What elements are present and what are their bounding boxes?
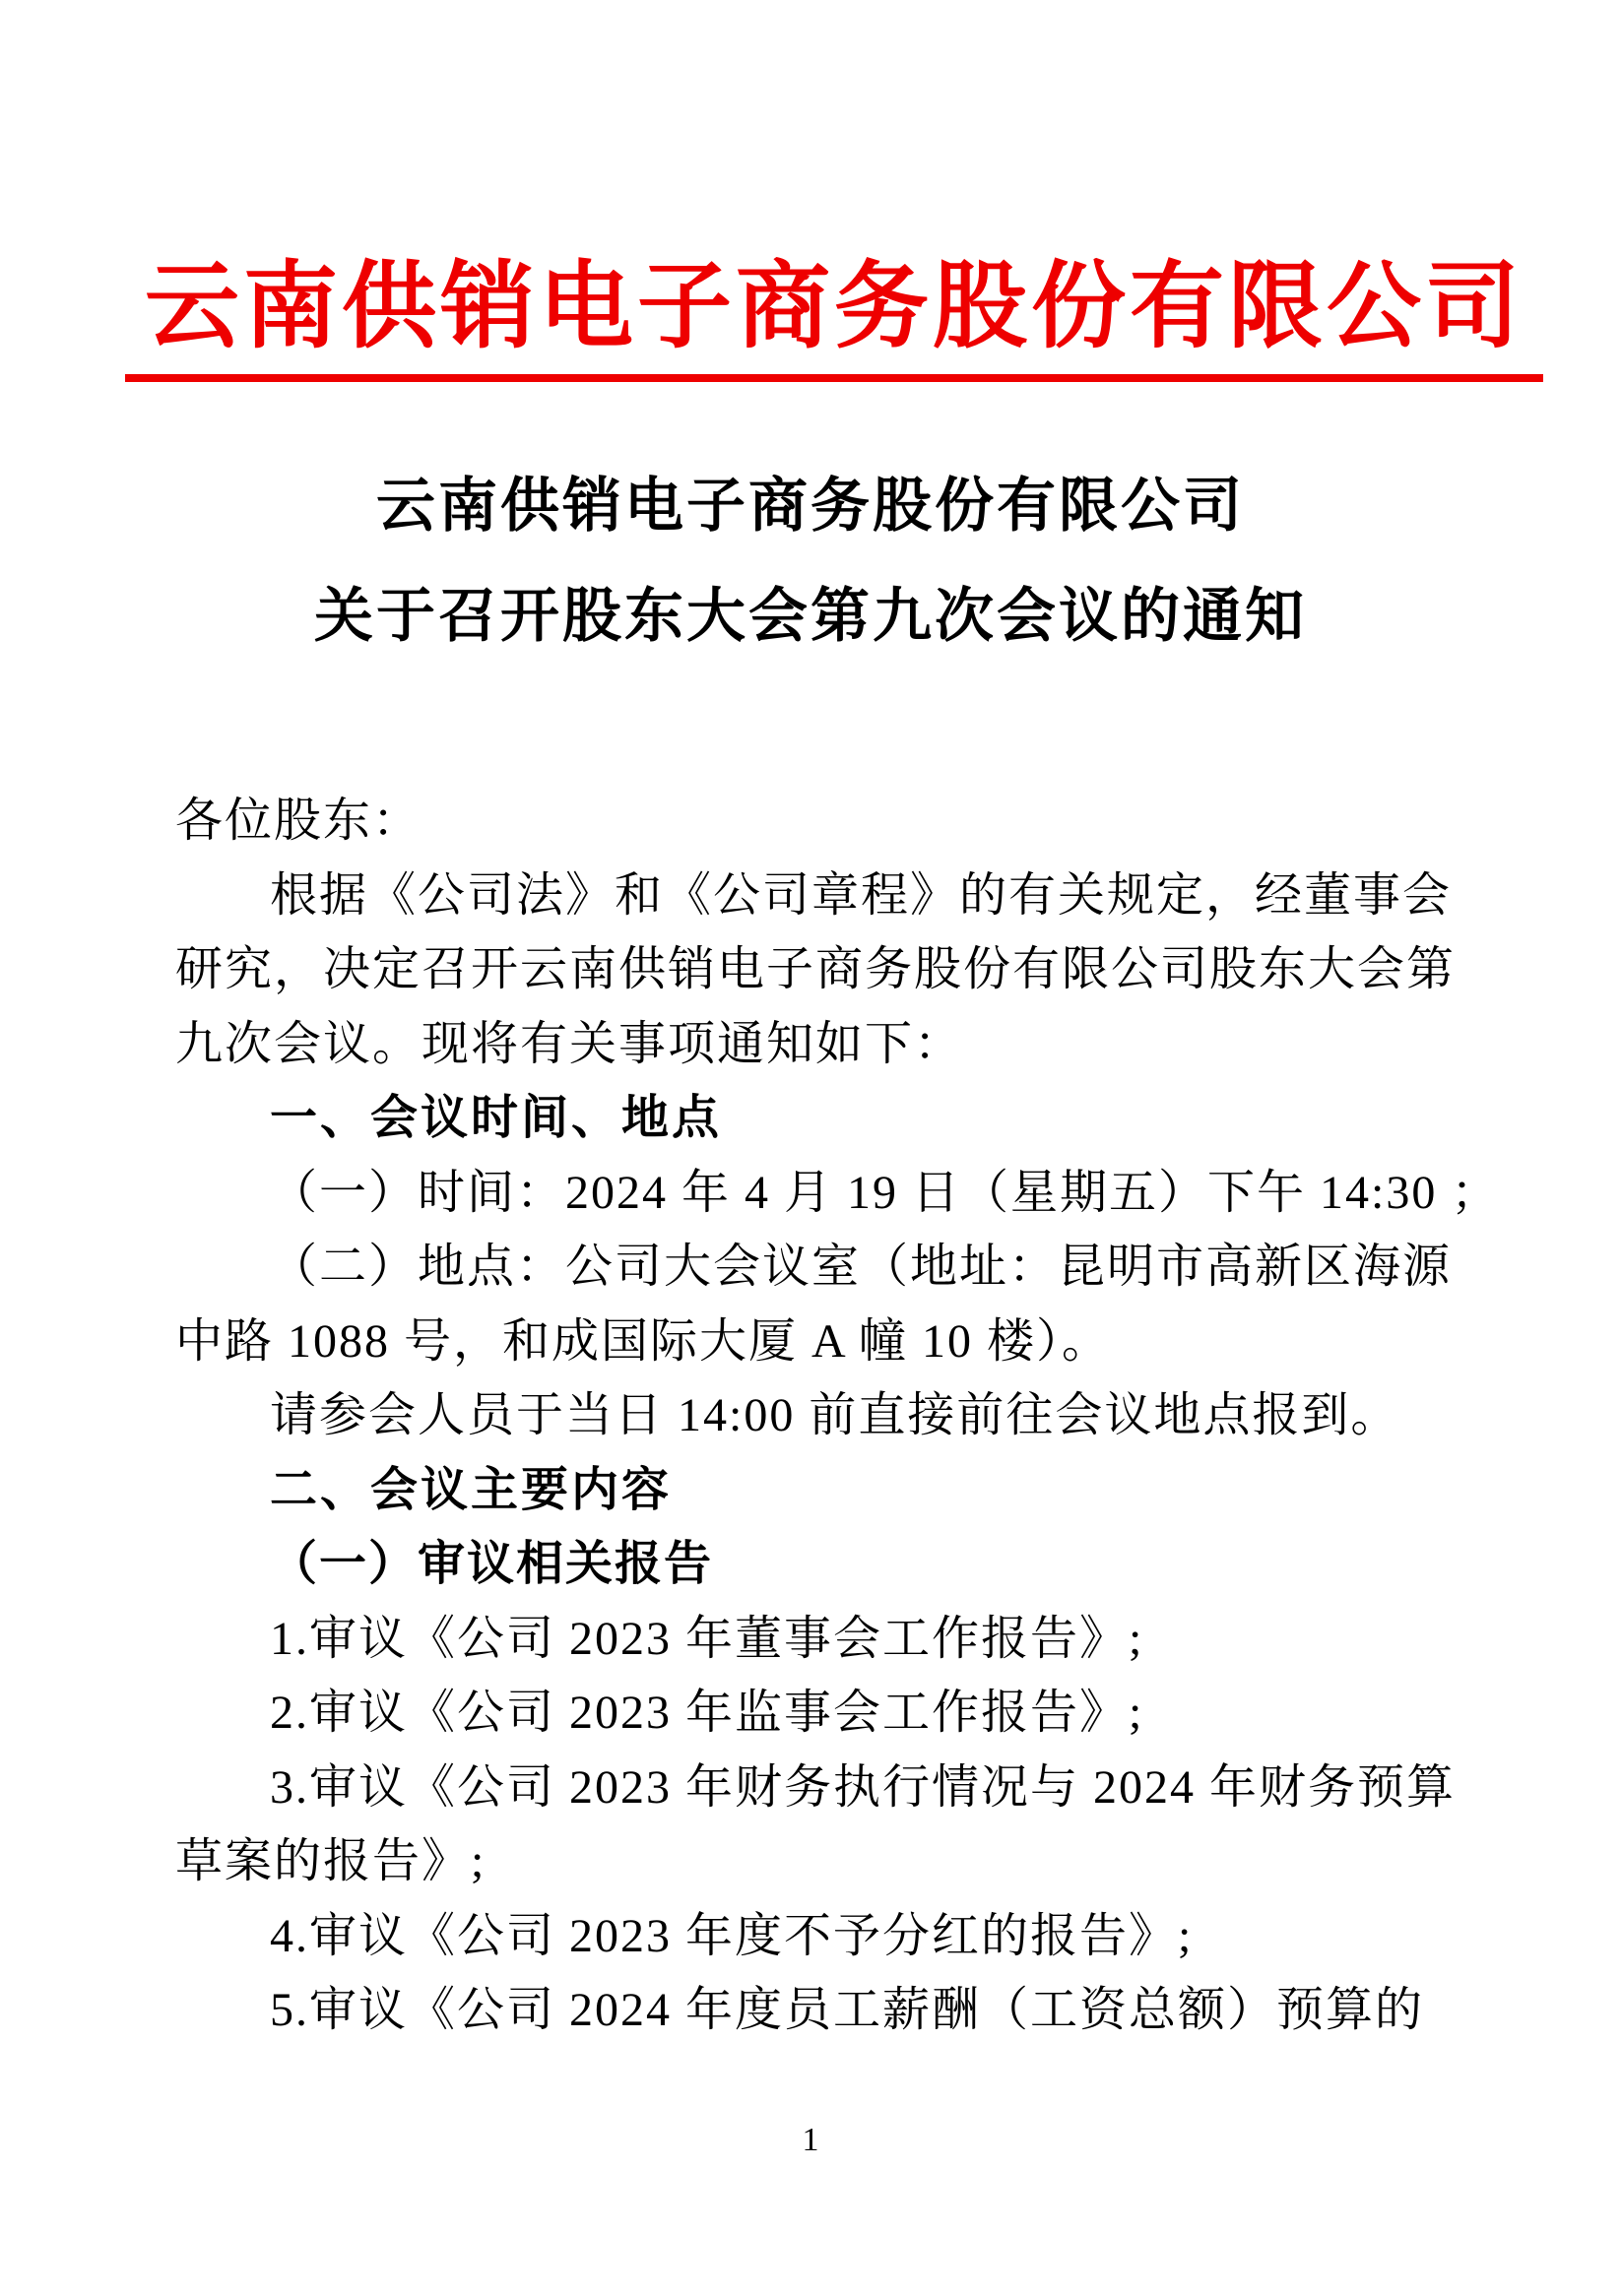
letterhead (125, 252, 1543, 382)
document-body (175, 784, 1501, 2048)
list-item-2: 2.审议《公司 2023 年监事会工作报告》; (270, 1687, 1144, 1739)
body-line: 根据《公司法》和《公司章程》的有关规定，经董事会 (270, 868, 1453, 922)
body-line: 请参会人员于当日 14:00 前直接前往会议地点报到。 (270, 1389, 1400, 1441)
list-item-1: 1.审议《公司 2023 年董事会工作报告》; (270, 1612, 1144, 1665)
body-line: 中路 1088 号，和成国际大厦 A 幢 10 楼）。 (175, 1314, 1112, 1368)
document-title-line1: 云南供销电子商务股份有限公司 (376, 474, 1245, 539)
body-line-meeting-place: （二）地点：公司大会议室（地址：昆明市高新区海源 (270, 1241, 1453, 1293)
subsection-heading: （一）审议相关报告 (270, 1538, 714, 1590)
document-title (0, 451, 1621, 671)
list-item-5: 5.审议《公司 2024 年度员工薪酬（工资总额）预算的 (270, 1984, 1425, 2036)
body-line-meeting-time: （一）时间：2024 年 4 月 19 日（星期五）下午 14:30 ； (270, 1166, 1501, 1219)
section-heading-2: 二、会议主要内容 (270, 1463, 673, 1516)
page-number: 1 (802, 2122, 819, 2158)
body-line: 研究，决定召开云南供销电子商务股份有限公司股东大会第 (175, 943, 1457, 995)
section-heading-1: 一、会议时间、地点 (270, 1092, 723, 1144)
body-line: 九次会议。现将有关事项通知如下： (175, 1017, 964, 1070)
document-title-line2: 关于召开股东大会第九次会议的通知 (314, 584, 1307, 649)
list-item-3: 3.审议《公司 2023 年财务执行情况与 2024 年财务预算 (270, 1760, 1457, 1814)
salutation: 各位股东： (175, 795, 422, 847)
letterhead-company-name: 云南供销电子商务股份有限公司 (145, 254, 1524, 359)
list-item-4: 4.审议《公司 2023 年度不予分红的报告》; (270, 1909, 1194, 1962)
list-item-3-continued: 草案的报告》; (175, 1835, 486, 1887)
